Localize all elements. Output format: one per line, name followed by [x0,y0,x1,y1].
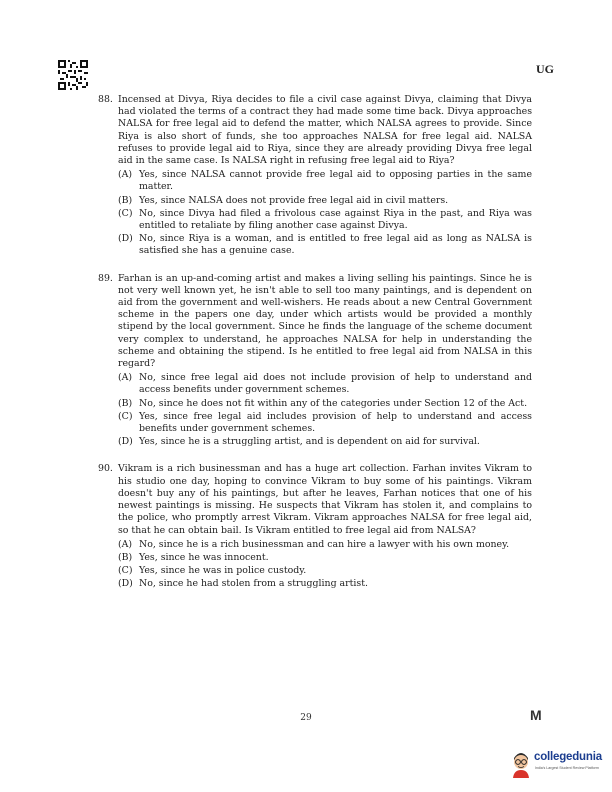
option-label: (C) [118,207,133,219]
option-c [118,208,532,232]
option-text: No, since Divya had filed a frivolous case against Riya in the past, and Riya was entitled to retaliate by filing another case against Divya. [139,207,532,232]
question-88 [98,94,532,258]
question-90 [98,463,532,590]
option-text: Yes, since free legal aid includes provision of help to understand and access benefits under government schemes. [139,410,532,435]
option-a [118,372,532,396]
option-label: (D) [118,578,133,590]
option-label: (B) [118,551,133,563]
booklet-series-code: UG [536,62,554,76]
option-b [118,398,532,410]
question-number: 89. [98,272,113,284]
question-number: 88. [98,94,113,105]
question-text: Vikram is a rich businessman and has a huge art collection. Farhan invites Vikram to his studio one day, hoping to convince Vikram to buy some of his paintings. Vikram doesn't buy any of his paintings, but after he leaves, Farhan notices that one of his newest paintings is missing. He suspects that Vikram has stolen it, and complains to the police, who promptly arrest Vikram. Vikram approaches NALSA for free legal aid, so that he can obtain bail. Is Vikram entitled to free legal aid from NALSA? [118,463,532,536]
option-c [118,565,532,577]
option-text: Yes, since NALSA cannot provide free legal aid to opposing parties in the same matter. [139,169,532,193]
option-text: No, since free legal aid does not include provision of help to understand and access benefits under government schemes. [139,372,532,396]
option-text: Yes, since he was innocent. [139,551,269,563]
option-label: (A) [118,372,133,384]
question-number: 90. [98,463,113,475]
option-label: (B) [118,397,133,409]
option-d [118,436,532,448]
collegedunia-logo [510,748,606,782]
question-89 [98,273,532,449]
option-a [118,539,532,551]
mascot-icon [510,748,532,778]
page-number: 29 [300,713,312,723]
option-b [118,195,532,207]
option-text: No, since he does not fit within any of the categories under Section 12 of the Act. [139,397,528,409]
question-text: Incensed at Divya, Riya decides to file a civil case against Divya, claiming that Divya had violated the terms of a contract they had made some time back. Divya approaches NALSA for free legal aid to defend the matter, which NALSA agrees to provide. Since Riya is also short of funds, she too approaches NALSA for free legal aid. NALSA refuses to provide legal aid to Riya, since they are already providing Divya free legal aid in the same case. Is NALSA right in refusing free legal aid to Riya? [118,94,532,167]
question-list [98,94,532,606]
option-text: No, since he is a rich businessman and can hire a lawyer with his own money. [139,538,510,550]
option-b [118,552,532,564]
brand-name: collegedunia [534,751,602,763]
option-label: (A) [118,538,133,550]
option-text: Yes, since NALSA does not provide free legal aid in civil matters. [139,194,449,206]
question-stem [98,463,532,536]
option-text: No, since Riya is a woman, and is entitled to free legal aid as long as NALSA is satisfied she has a genuine case. [139,233,532,257]
question-text: Farhan is an up-and-coming artist and makes a living selling his paintings. Since he is not very well known yet, he isn't able to sell too many paintings, and is dependent on aid from the government and well-wishers. He reads about a new Central Government scheme in the papers one day, under which artists would be provided a monthly stipend by the local government. Since he finds the language of the scheme document very complex to understand, he approaches NALSA for help in understanding the scheme and obtaining the stipend. Is he entitled to free legal aid from NALSA in this regard? [118,272,532,370]
option-list [98,539,532,591]
booklet-code: M [530,707,542,723]
qr-code-icon [58,60,88,90]
option-label: (D) [118,436,133,448]
option-label: (A) [118,169,133,181]
option-text: Yes, since he was in police custody. [139,565,307,577]
option-list [98,169,532,257]
option-text: No, since he had stolen from a struggling artist. [139,578,368,590]
option-text: Yes, since he is a struggling artist, and is dependent on aid for survival. [139,436,480,448]
option-label: (D) [118,233,133,245]
question-stem [98,94,532,167]
option-list [98,372,532,448]
option-label: (B) [118,194,133,206]
option-label: (C) [118,565,133,577]
option-d [118,578,532,590]
option-d [118,233,532,257]
question-stem [98,273,532,371]
brand-tagline: India's Largest Student Review Platform [535,766,599,770]
option-a [118,169,532,193]
option-c [118,411,532,435]
option-label: (C) [118,410,133,422]
